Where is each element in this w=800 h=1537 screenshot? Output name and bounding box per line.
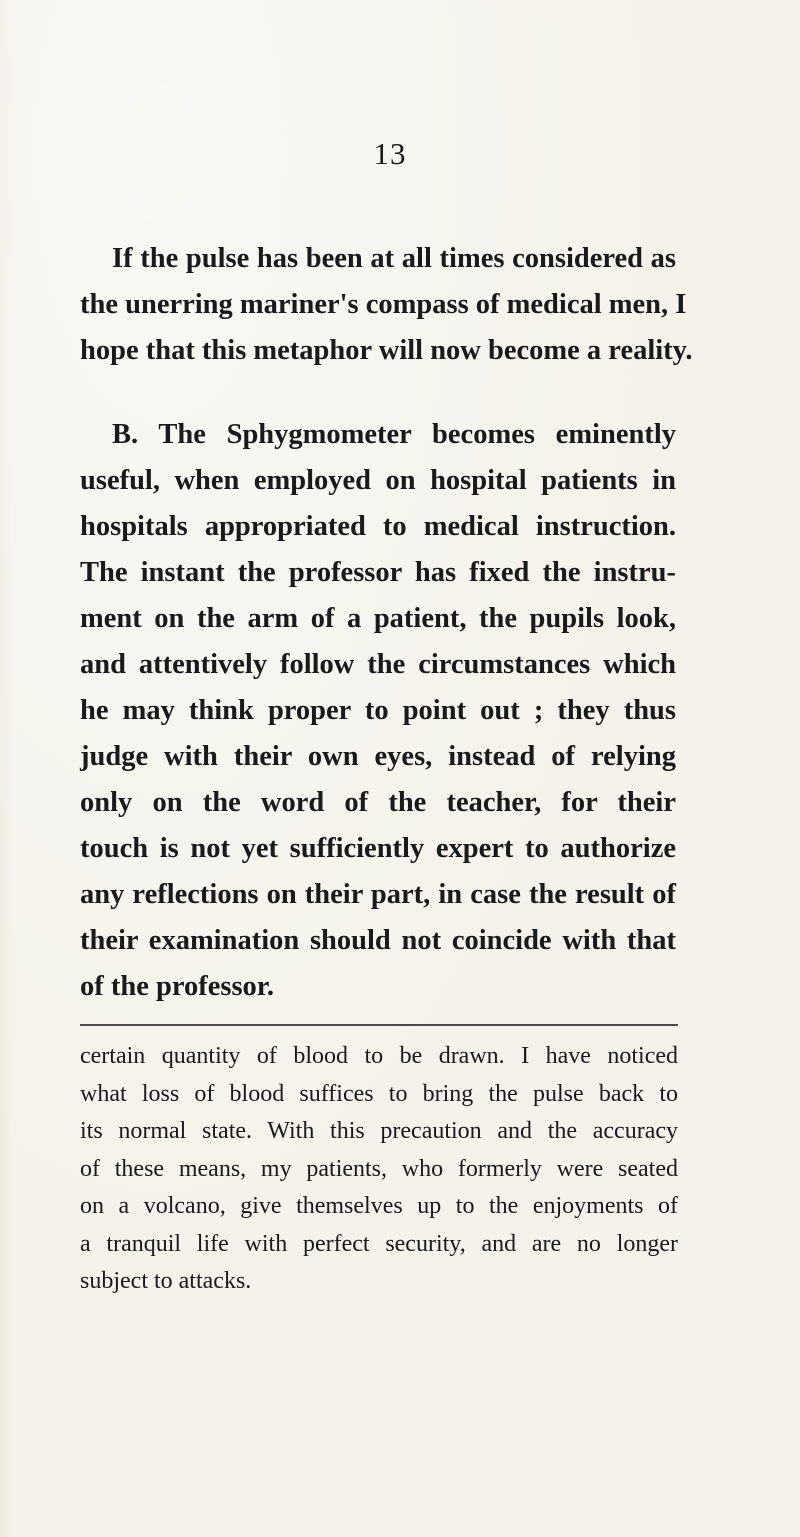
text-line: judge with their own eyes, instead of relying <box>80 741 676 772</box>
paragraph-gap <box>80 374 676 412</box>
text-line: useful, when employed on hospital patients in <box>80 465 676 496</box>
footnote-line: a tranquil life with perfect security, and are no longer <box>80 1230 678 1257</box>
text-line: he may think proper to point out ; they thus <box>80 695 676 726</box>
footnote-line: what loss of blood suffices to bring the pulse back to <box>80 1080 678 1107</box>
text-line: B. The Sphygmometer becomes eminently <box>112 419 676 450</box>
text-line: and attentively follow the circumstances which <box>80 649 676 680</box>
footnote <box>80 1038 678 1301</box>
footnote-line: certain quantity of blood to be drawn. I have noticed <box>80 1043 678 1069</box>
text-line: any reflections on their part, in case the result of <box>80 879 676 910</box>
footnote-line: its normal state. With this precaution and the accuracy <box>80 1118 678 1144</box>
text-line: hospitals appropriated to medical instruction. <box>80 511 676 542</box>
page-number: 13 <box>373 136 407 171</box>
footnote-line: subject to attacks. <box>80 1268 252 1294</box>
text-line: their examination should not coincide with that <box>80 925 676 956</box>
text-line: hope that this metaphor will now become a reality. <box>80 335 693 366</box>
text-line: only on the word of the teacher, for their <box>80 787 676 818</box>
text-line: The instant the professor has fixed the instru- <box>80 557 676 588</box>
footnote-line: on a volcano, give themselves up to the enjoyments of <box>80 1193 678 1219</box>
text-line: the unerring mariner's compass of medical men, I <box>80 289 687 320</box>
footnote-line: of these means, my patients, who formerly were seated <box>80 1155 678 1182</box>
main-text <box>80 236 693 1010</box>
footnote-divider <box>80 1024 678 1026</box>
text-line: touch is not yet sufficiently expert to authorize <box>80 833 676 864</box>
text-line: If the pulse has been at all times considered as <box>112 243 676 274</box>
text-line: ment on the arm of a patient, the pupils look, <box>80 603 676 634</box>
text-line: of the professor. <box>80 971 274 1002</box>
